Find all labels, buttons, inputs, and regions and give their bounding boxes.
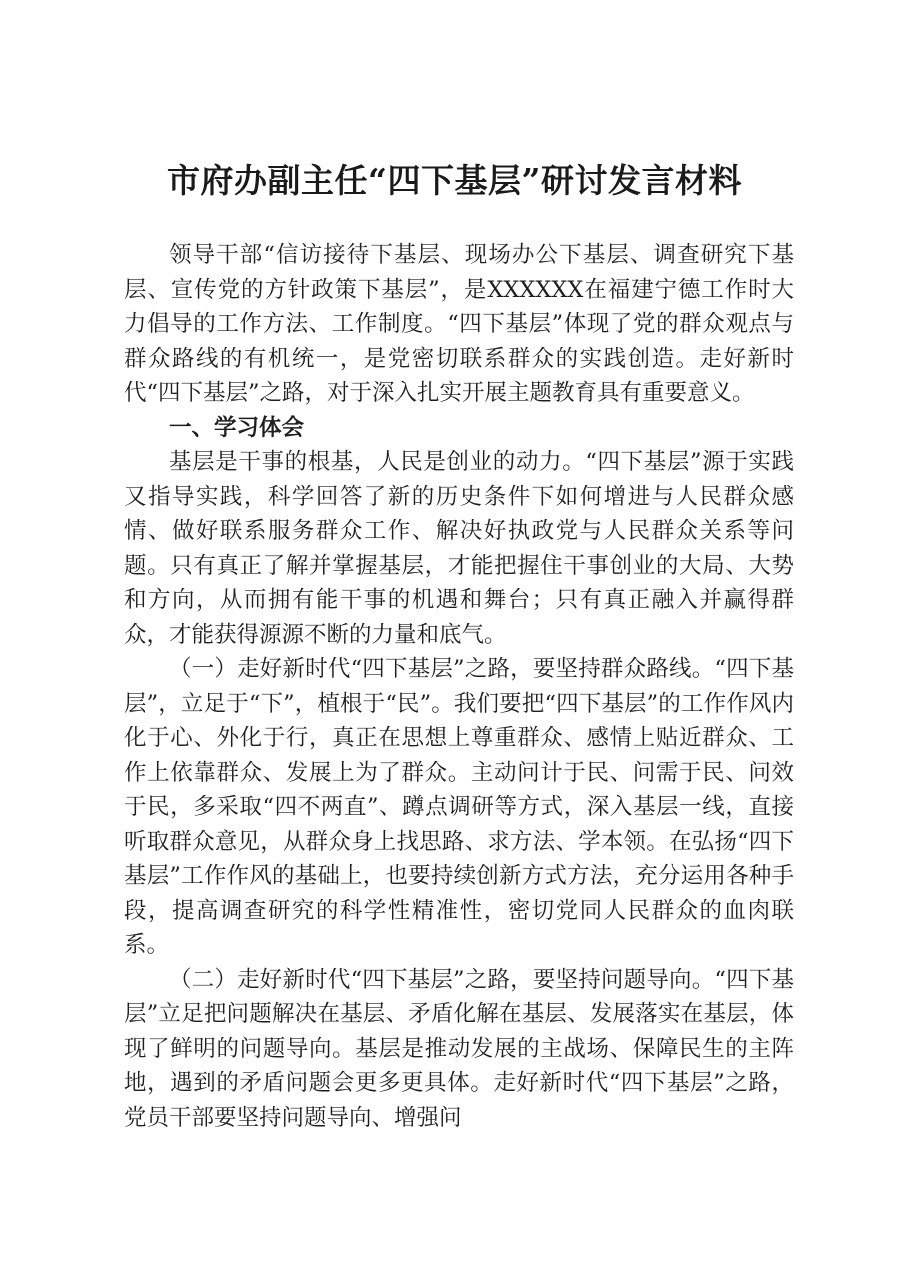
paragraph-point-one: （一）走好新时代“四下基层”之路，要坚持群众路线。“四下基层”，立足于“下”，植根于“民”。我们要把“四下基层”的工作作风内化于心、外化于行，真正在思想上尊重群众、感情上贴近群众、工作上依靠群众、发展上为了群众。主动问计于民、问需于民、问效于民，多采取“四不两直”、蹲点调研等方式，深入基层一线，直接听取群众意见，从群众身上找思路、求方法、学本领。在弘扬“四下基层”工作作风的基础上，也要持续创新方式方法，充分运用各种手段，提高调查研究的科学性精准性，密切党同人民群众的血肉联系。 bbox=[124, 656, 794, 958]
paragraph-intro: 领导干部“信访接待下基层、现场办公下基层、调查研究下基层、宣传党的方针政策下基层”，是XXXXXX在福建宁德工作时大力倡导的工作方法、工作制度。“四下基层”体现了党的群众观点与群众路线的有机统一，是党密切联系群众的实践创造。走好新时代“四下基层”之路，对于深入扎实开展主题教育具有重要意义。 bbox=[124, 242, 794, 406]
document-title: 市府办副主任“四下基层”研讨发言材料 bbox=[167, 161, 742, 200]
paragraph-study: 基层是干事的根基，人民是创业的动力。“四下基层”源于实践又指导实践，科学回答了新的历史条件下如何增进与人民群众感情、做好联系服务群众工作、解决好执政党与人民群众关系等问题。只有真正了解并掌握基层，才能把握住干事创业的大局、大势和方向，从而拥有能干事的机遇和舞台；只有真正融入并赢得群众，才能获得源源不断的力量和底气。 bbox=[124, 449, 794, 648]
document-body bbox=[124, 238, 794, 1135]
paragraph-point-two: （二）走好新时代“四下基层”之路，要坚持问题导向。“四下基层”立足把问题解决在基层、矛盾化解在基层、发展落实在基层，体现了鲜明的问题导向。基层是推动发展的主战场、保障民生的主阵地，遇到的矛盾问题会更多更具体。走好新时代“四下基层”之路，党员干部要坚持问题导向、增强问 bbox=[124, 966, 794, 1131]
section-heading-study: 一、学习体会 bbox=[169, 414, 305, 441]
